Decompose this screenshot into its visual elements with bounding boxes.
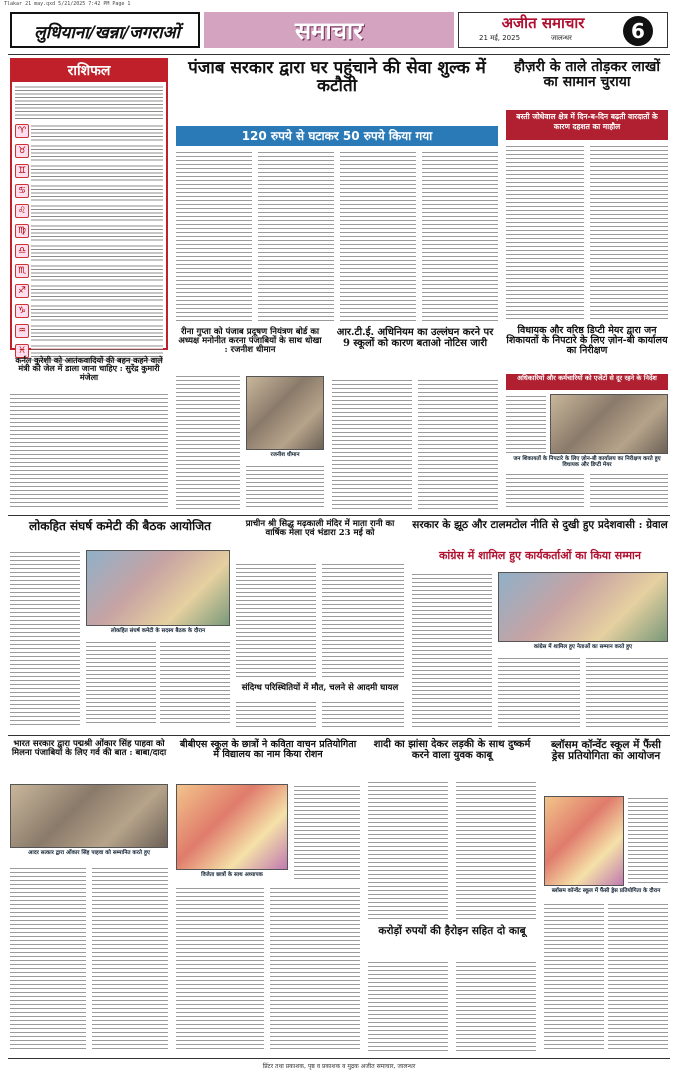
lokhit-col-2 bbox=[86, 640, 156, 726]
imprint-line: प्रिंटर तथा प्रकाशक, पृष्ठ व प्रकाशक व मुद्रक अजीत समाचार, जालन्धर bbox=[262, 1063, 416, 1070]
aries-icon: ♈ bbox=[15, 124, 29, 138]
virgo-icon: ♍ bbox=[15, 224, 29, 238]
right-top-subhead: बस्ती जोधेवाल क्षेत्र में दिन-ब-दिन बढ़ती वारदातों के कारण दहशत का माहौल bbox=[506, 110, 668, 140]
lokhit-photo bbox=[86, 550, 230, 626]
lokhit-caption: लोकहित संघर्ष कमेटी के सदस्य बैठक के दौरान bbox=[110, 628, 206, 634]
grewal-col-3 bbox=[586, 656, 668, 730]
masthead-right-box bbox=[458, 12, 668, 48]
rashifal-box bbox=[10, 58, 168, 356]
libra-icon: ♎ bbox=[15, 244, 29, 258]
taurus-icon: ♉ bbox=[15, 144, 29, 158]
grewal-col-2 bbox=[498, 656, 580, 730]
poem-col-3 bbox=[270, 886, 360, 1052]
print-meta-line: Tlakar 21 may.qxd 5/21/2025 7:42 PM Page 1 bbox=[4, 1, 131, 7]
lead-subhead: 120 रुपये से घटाकर 50 रुपये किया गया bbox=[176, 126, 498, 146]
marriage-headline: शादी का झांसा देकर लड़की के साथ दुष्कर्म करने वाला युवक काबू bbox=[373, 739, 531, 761]
rajnish-col-2 bbox=[246, 464, 324, 510]
pahwa-col-1 bbox=[10, 866, 86, 1052]
rajnish-photo bbox=[246, 376, 324, 450]
masthead-center-title: समाचार bbox=[294, 16, 364, 45]
pahwa-headline: भारत सरकार द्वारा पद्मश्री ओंकार सिंह पाहवा को मिलना पंजाबियों के लिए गर्व की बात : बाबा/दादा bbox=[11, 739, 167, 758]
inspection-col-1 bbox=[506, 394, 546, 454]
section-rule-1 bbox=[8, 515, 670, 516]
grewal-col-1 bbox=[412, 572, 492, 730]
masthead-left-title: लुधियाना/खन्ना/जगराओं bbox=[34, 23, 180, 43]
temple-headline: प्राचीन श्री सिद्ध मढ़काली मंदिर में माता रानी का वार्षिक मेला एवं भंडारा 23 मई को bbox=[245, 519, 395, 538]
issue-date: 21 मई, 2025 bbox=[479, 34, 521, 42]
poem-headline: बीबीएस स्कूल के छात्रों ने कविता वाचन प्रतियोगिता में विद्यालय का नाम किया रोशन bbox=[179, 739, 357, 760]
grewal-caption: कांग्रेस में शामिल हुए नेताओं का सम्मान करते हुए bbox=[533, 644, 633, 650]
grewal-photo bbox=[498, 572, 668, 642]
lokhit-headline: लोकहित संघर्ष कमेटी की बैठक आयोजित bbox=[29, 519, 211, 533]
marriage-col-1 bbox=[368, 780, 448, 922]
marriage-col-2 bbox=[456, 780, 536, 922]
inspection-headline: विधायक और वरिष्ठ डिप्टी मेयर द्वारा जन शिकायतों के निपटारे के लिए ज़ोन-बी कार्यालय का निरीक्षण bbox=[506, 325, 668, 356]
blossom-col-3 bbox=[608, 902, 668, 1052]
left-col-headline: कर्नल कुरेशी को आतंकवादियों की बहन कहने वाले मंत्री को जेल में डाला जाना चाहिए : सुरेंद्र कुमारी मंजेला bbox=[15, 355, 163, 382]
accident-col-2 bbox=[322, 700, 404, 730]
accident-headline: संदिग्ध परिस्थितियों में मौत, चलने से आदमी घायल bbox=[241, 683, 399, 693]
page-number: 6 bbox=[623, 16, 653, 46]
paper-name: अजीत समाचार bbox=[501, 14, 585, 32]
blossom-col-1 bbox=[628, 796, 668, 886]
section-rule-2 bbox=[8, 735, 670, 736]
leo-icon: ♌ bbox=[15, 204, 29, 218]
lead-col-4 bbox=[422, 150, 498, 322]
right-top-col-2 bbox=[590, 144, 668, 320]
heroin-headline: करोड़ों रुपयों की हैरोइन सहित दो काबू bbox=[378, 925, 526, 937]
temple-col-2 bbox=[322, 562, 404, 680]
inspection-strap: अधिकारियों और कर्मचारियों को एजेंटों से दूर रहने के निर्देश bbox=[506, 374, 668, 390]
masthead bbox=[10, 12, 668, 52]
accident-col-1 bbox=[236, 700, 316, 730]
rte-col-1 bbox=[332, 378, 412, 510]
inspection-photo bbox=[550, 394, 668, 454]
poem-col-1 bbox=[294, 784, 360, 882]
pahwa-col-2 bbox=[92, 866, 168, 1052]
pisces-icon: ♓ bbox=[15, 344, 29, 358]
lead-headline: पंजाब सरकार द्वारा घर पहुंचाने की सेवा शुल्क में कटौती bbox=[188, 58, 486, 96]
temple-col-1 bbox=[236, 562, 316, 680]
pahwa-photo bbox=[10, 784, 168, 848]
left-col-body bbox=[10, 392, 168, 510]
gemini-icon: ♊ bbox=[15, 164, 29, 178]
lokhit-col-3 bbox=[160, 640, 230, 726]
lead-col-3 bbox=[340, 150, 416, 322]
capricorn-icon: ♑ bbox=[15, 304, 29, 318]
poem-caption: विजेता छात्रों के साथ अध्यापक bbox=[201, 872, 263, 878]
rajnish-col-1 bbox=[176, 374, 240, 510]
right-top-headline: हौज़री के ताले तोड़कर लाखों का सामान चुराया bbox=[514, 59, 660, 90]
issue-city: जालन्धर bbox=[551, 34, 572, 42]
inspection-caption: जन शिकायतों के निपटारे के लिए ज़ोन-बी कार्यालय का निरीक्षण करते हुए विधायक और डिप्टी मेयर bbox=[513, 456, 661, 469]
grewal-headline: सरकार के झूठ और टालमटोल नीति से दुखी हुए प्रदेशवासी : ग्रेवाल bbox=[412, 519, 668, 531]
masthead-left-box bbox=[10, 12, 200, 48]
lokhit-col-1 bbox=[10, 550, 80, 726]
inspection-col-3 bbox=[590, 472, 668, 510]
aquarius-icon: ♒ bbox=[15, 324, 29, 338]
rajnish-photo-caption: रजनीश धीमान bbox=[270, 452, 300, 458]
lead-col-2 bbox=[258, 150, 334, 322]
poem-col-2 bbox=[176, 886, 264, 1052]
blossom-headline: ब्लॉसम कॉन्वेंट स्कूल में फैंसी ड्रेस प्रतियोगिता का आयोजन bbox=[551, 739, 661, 763]
blossom-col-2 bbox=[544, 902, 604, 1052]
rte-col-2 bbox=[418, 378, 498, 510]
scorpio-icon: ♏ bbox=[15, 264, 29, 278]
footer-rule bbox=[8, 1058, 670, 1059]
blossom-caption: ब्लॉसम कॉन्वेंट स्कूल में फैंसी ड्रेस प्रतियोगिता के दौरान bbox=[551, 888, 661, 894]
blossom-photo bbox=[544, 796, 624, 886]
rte-headline: आर.टी.ई. अधिनियम का उल्लंघन करने पर 9 स्कूलों को कारण बताओ नोटिस जारी bbox=[336, 327, 494, 349]
rashifal-intro bbox=[15, 85, 163, 121]
heroin-col-1 bbox=[368, 960, 448, 1052]
masthead-center-band bbox=[204, 12, 454, 48]
pahwa-caption: आदर सत्कार द्वारा ओंकार सिंह पाहवा को सम्मानित करते हुए bbox=[28, 850, 150, 856]
inspection-col-2 bbox=[506, 472, 584, 510]
cancer-icon: ♋ bbox=[15, 184, 29, 198]
poem-photo bbox=[176, 784, 288, 870]
sagittarius-icon: ♐ bbox=[15, 284, 29, 298]
grewal-strap: कांग्रेस में शामिल हुए कार्यकर्ताओं का किया सम्मान bbox=[438, 549, 642, 562]
masthead-rule bbox=[8, 54, 670, 55]
rajnish-headline: रीना गुप्ता को पंजाब प्रदूषण नियंत्रण बोर्ड का अध्यक्ष मनोनीत करना पंजाबियों के साथ धोखा : रजनीश धीमान bbox=[178, 327, 322, 355]
rashifal-title: राशिफल bbox=[12, 60, 166, 82]
rashifal-signs bbox=[12, 124, 166, 362]
heroin-col-2 bbox=[456, 960, 536, 1052]
lead-col-1 bbox=[176, 150, 252, 322]
right-top-col-1 bbox=[506, 144, 584, 320]
